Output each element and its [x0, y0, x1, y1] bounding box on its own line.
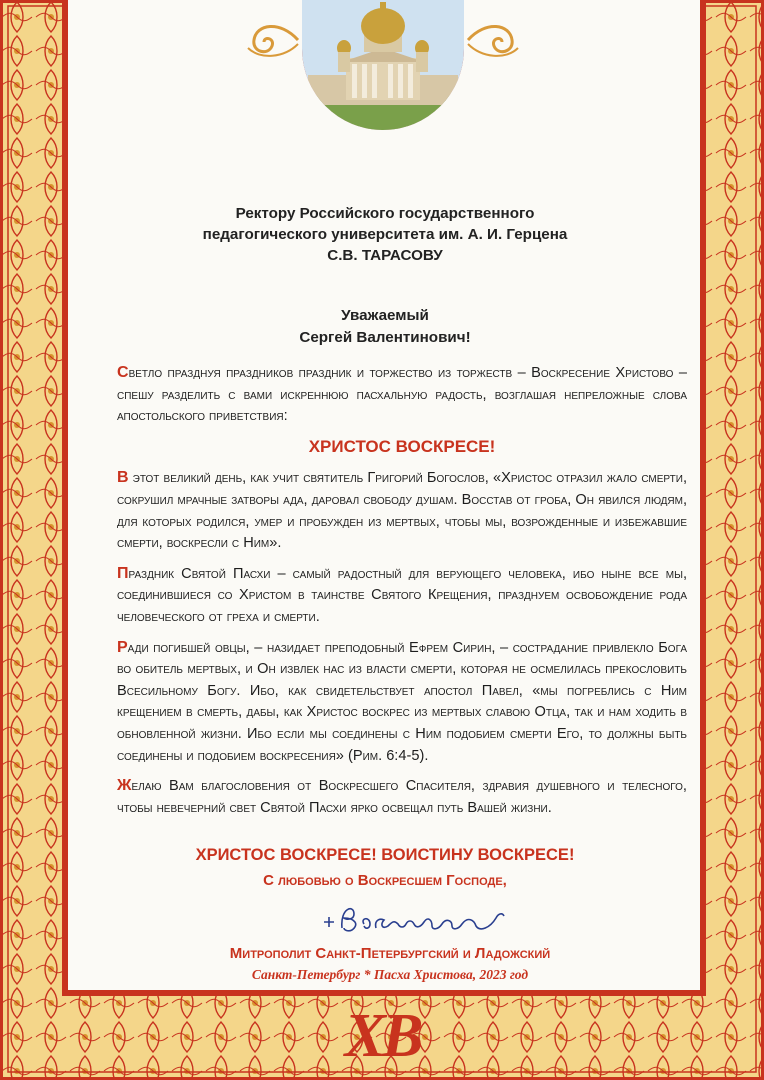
drop-cap: С [117, 364, 129, 381]
addressee-block [120, 203, 650, 266]
easter-greeting-heading: ХРИСТОС ВОСКРЕСЕ! [308, 436, 496, 456]
place-and-date: Санкт-Петербург * Пасха Христова, 2023 год [251, 967, 529, 982]
paragraph-2 [117, 467, 687, 554]
greeting-line1: Уважаемый [341, 307, 429, 324]
paragraph-text: елаю Вам благословения от Воскресшего Спасителя, здравия душевного и телесного, чтобы невечерний свет Святой Пасхи ярко освещал путь Вашей жизни. [117, 778, 687, 816]
handwritten-signature [320, 898, 520, 940]
addressee-line2: педагогического университета им. А. И. Герцена [202, 226, 568, 243]
scroll-ornament-right-icon [466, 18, 526, 62]
paragraph-text: этот великий день, как учит святитель Григорий Богослов, «Христос отразил жало смерти, сокрушил мрачные затворы ада, даровал свободу душам. Восстав от гроба, Он явился людям, для которых родился, умер и пробужден из мертвых, чтобы мы, возрожденные и избежавшие смерти, воскресли с Ним». [117, 470, 687, 552]
greeting-line2: Сергей Валентинович! [299, 329, 471, 346]
paragraph-text: раздник Святой Пасхи – самый радостный для верующего человека, ибо ныне все мы, соединившиеся со Христом в таинстве Святого Крещения, празднуем освобождение рода человеческого от греха и смерти. [117, 565, 687, 625]
paragraph-text: ади погибшей овцы, – назидает преподобный Ефрем Сирин, – сострадание привлекло Бога во обитель мертвых, и Он извлек нас из власти смерти, которая не осмелилась прекословить Всесильному Богу. Ибо, как свидетельствует апостол Павел, «мы погреблись с Ним крещением в смерть, дабы, как Христос воскрес из мертвых славою Отца, так и нам ходить в обновленной жизни. Ибо если мы соединены с Ним подобием смерти Его, то должны быть соединены и подобием воскресения» (Рим. 6:4-5). [117, 639, 687, 764]
drop-cap: Ж [117, 777, 132, 795]
signer-title: Митрополит Санкт-Петербургский и Ладожский [229, 945, 551, 962]
paragraph-5 [117, 775, 687, 819]
addressee-line1: Ректору Российского государственного [235, 205, 535, 222]
paragraph-3 [117, 563, 687, 629]
drop-cap: Р [117, 638, 128, 656]
xb-monogram: ХВ [344, 1002, 420, 1070]
greeting-block [120, 305, 650, 349]
paragraph-text: ветло празднуя праздников праздник и торжество из торжеств – Воскресение Христово – спешу разделить с вами искреннюю пасхальную радость, возглашая непреложные слова апостольского приветствия: [117, 365, 687, 425]
drop-cap: П [117, 564, 129, 582]
closing-exclamation: ХРИСТОС ВОСКРЕСЕ! ВОИСТИНУ ВОСКРЕСЕ! [195, 846, 575, 864]
closing-salutation: С любовью о Воскресшем Господе, [263, 872, 507, 889]
paragraph-1 [117, 362, 687, 428]
drop-cap: В [117, 469, 129, 487]
letter-body [117, 362, 687, 827]
paragraph-4 [117, 637, 687, 768]
scroll-ornament-left-icon [240, 18, 300, 62]
addressee-line3: С.В. ТАРАСОВУ [327, 247, 443, 264]
